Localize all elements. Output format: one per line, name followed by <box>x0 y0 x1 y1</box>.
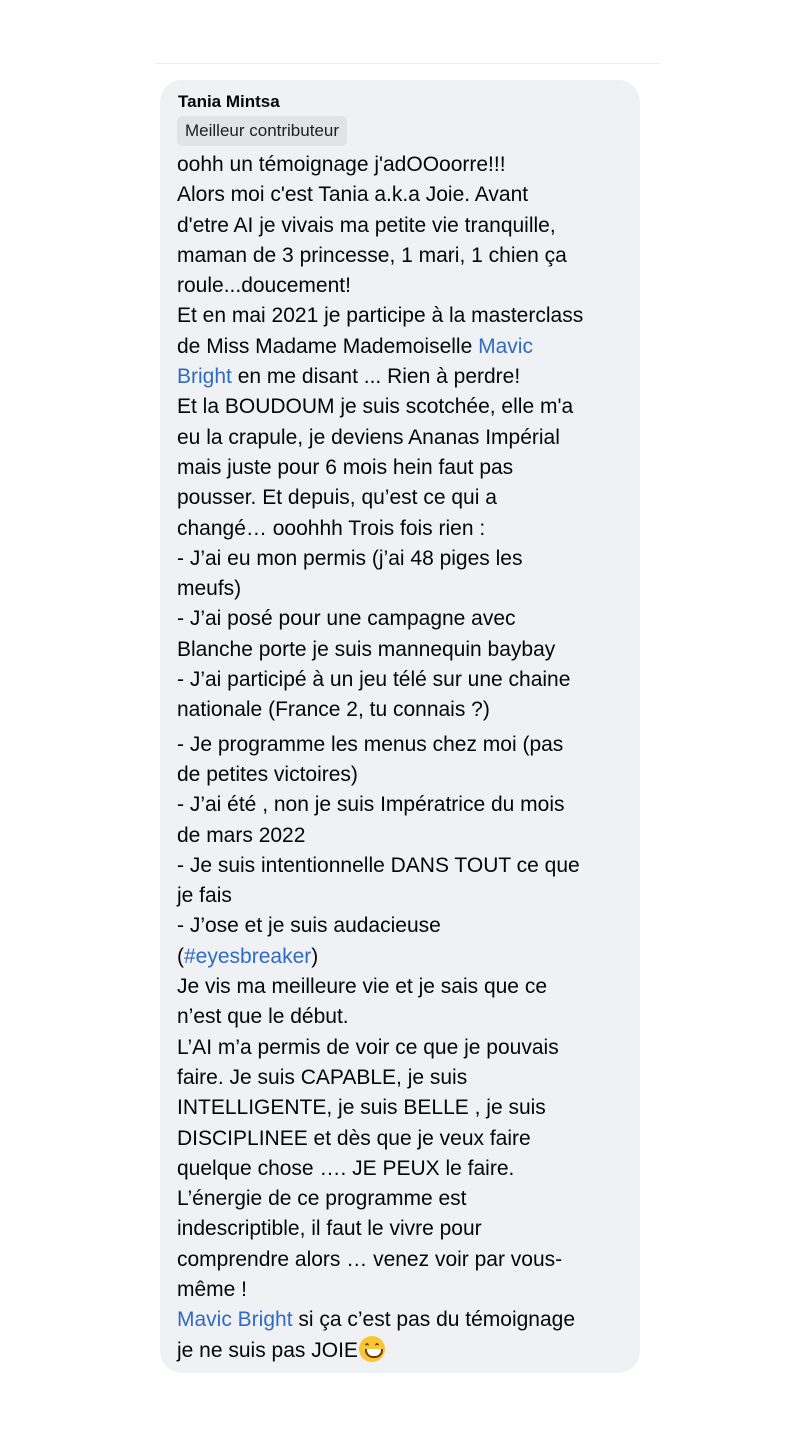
comment-line: roule...doucement! <box>177 274 351 298</box>
comment-line <box>177 362 629 392</box>
comment-line: - Je programme les menus chez moi (pas <box>177 732 564 756</box>
comment-line: oohh un témoignage j'adOOoorre!!! <box>177 153 506 176</box>
comment-line: Je vis ma meilleure vie et je sais que ce <box>177 975 547 999</box>
comment-line: Et en mai 2021 je participe à la masterclass <box>177 304 584 328</box>
comment-line <box>177 332 629 362</box>
comment-line: je fais <box>177 884 232 908</box>
comment-text: en me disant ... Rien à perdre! <box>231 365 521 389</box>
mention-link-mavic-bright[interactable]: Mavic <box>478 334 533 358</box>
comment-line: de petites victoires) <box>177 762 358 786</box>
comment-line: nationale (France 2, tu connais ?) <box>177 698 490 722</box>
comment-text: ( <box>177 944 184 968</box>
comment-line: eu la crapule, je deviens Ananas Impérial <box>177 425 560 449</box>
comment-line: - J’ai participé à un jeu télé sur une chaine <box>177 668 571 692</box>
comment-line: - J’ai été , non je suis Impératrice du mois <box>177 793 565 817</box>
comment-author[interactable]: Tania Mintsa <box>178 92 280 111</box>
hashtag-link-eyesbreaker[interactable]: #eyesbreaker <box>184 944 312 968</box>
comment-line: - Je suis intentionnelle DANS TOUT ce que <box>177 853 580 877</box>
comment-line: Et la BOUDOUM je suis scotchée, elle m'a <box>177 395 574 419</box>
comment-line: Alors moi c'est Tania a.k.a Joie. Avant <box>177 183 529 207</box>
comment-line <box>177 942 629 972</box>
top-contributor-badge: Meilleur contributeur <box>177 116 347 146</box>
comment-line: pousser. Et depuis, qu’est ce qui a <box>177 486 497 510</box>
mention-link-mavic-bright[interactable]: Bright <box>177 365 232 389</box>
comment-line: - J’ai posé pour une campagne avec <box>177 607 516 631</box>
comment-line: maman de 3 princesse, 1 mari, 1 chien ça <box>177 243 567 267</box>
comment-line: quelque chose …. JE PEUX le faire. <box>177 1156 515 1180</box>
comment-line: changé… ooohhh Trois fois rien : <box>177 516 486 540</box>
top-divider <box>155 63 660 64</box>
comment-text: de Miss Madame Mademoiselle <box>177 334 479 358</box>
comment-line: même ! <box>177 1277 248 1301</box>
comment-line: L’énergie de ce programme est <box>177 1187 467 1211</box>
comment-line: faire. Je suis CAPABLE, je suis <box>177 1065 468 1089</box>
comment-line: de mars 2022 <box>177 823 306 847</box>
comment-line: comprendre alors … venez voir par vous- <box>177 1247 563 1271</box>
comment-line <box>177 1305 629 1335</box>
comment-bubble <box>160 80 640 1373</box>
comment-line: - J’ose et je suis audacieuse <box>177 914 441 938</box>
comment-line: indescriptible, il faut le vivre pour <box>177 1217 482 1241</box>
grinning-face-icon <box>359 1336 385 1362</box>
comment-text: si ça c’est pas du témoignage <box>292 1308 576 1332</box>
mention-link-mavic-bright[interactable]: Mavic Bright <box>177 1308 293 1332</box>
comment-line: meufs) <box>177 577 242 601</box>
comment-line: Blanche porte je suis mannequin baybay <box>177 637 556 661</box>
comment-line <box>177 1336 629 1366</box>
comment-line: L’AI m’a permis de voir ce que je pouvais <box>177 1035 559 1059</box>
comment-text: je ne suis pas JOIE <box>177 1338 358 1362</box>
comment-line: d'etre AI je vivais ma petite vie tranquille, <box>177 213 556 237</box>
comment-line: mais juste pour 6 mois hein faut pas <box>177 455 514 479</box>
comment-line: INTELLIGENTE, je suis BELLE , je suis <box>177 1096 546 1120</box>
comment-line: DISCIPLINEE et dès que je veux faire <box>177 1126 531 1150</box>
comment-text: ) <box>311 944 319 968</box>
comment-line: - J’ai eu mon permis (j’ai 48 piges les <box>177 546 523 570</box>
comment-line: n’est que le début. <box>177 1005 349 1029</box>
comment-body <box>177 150 629 1366</box>
